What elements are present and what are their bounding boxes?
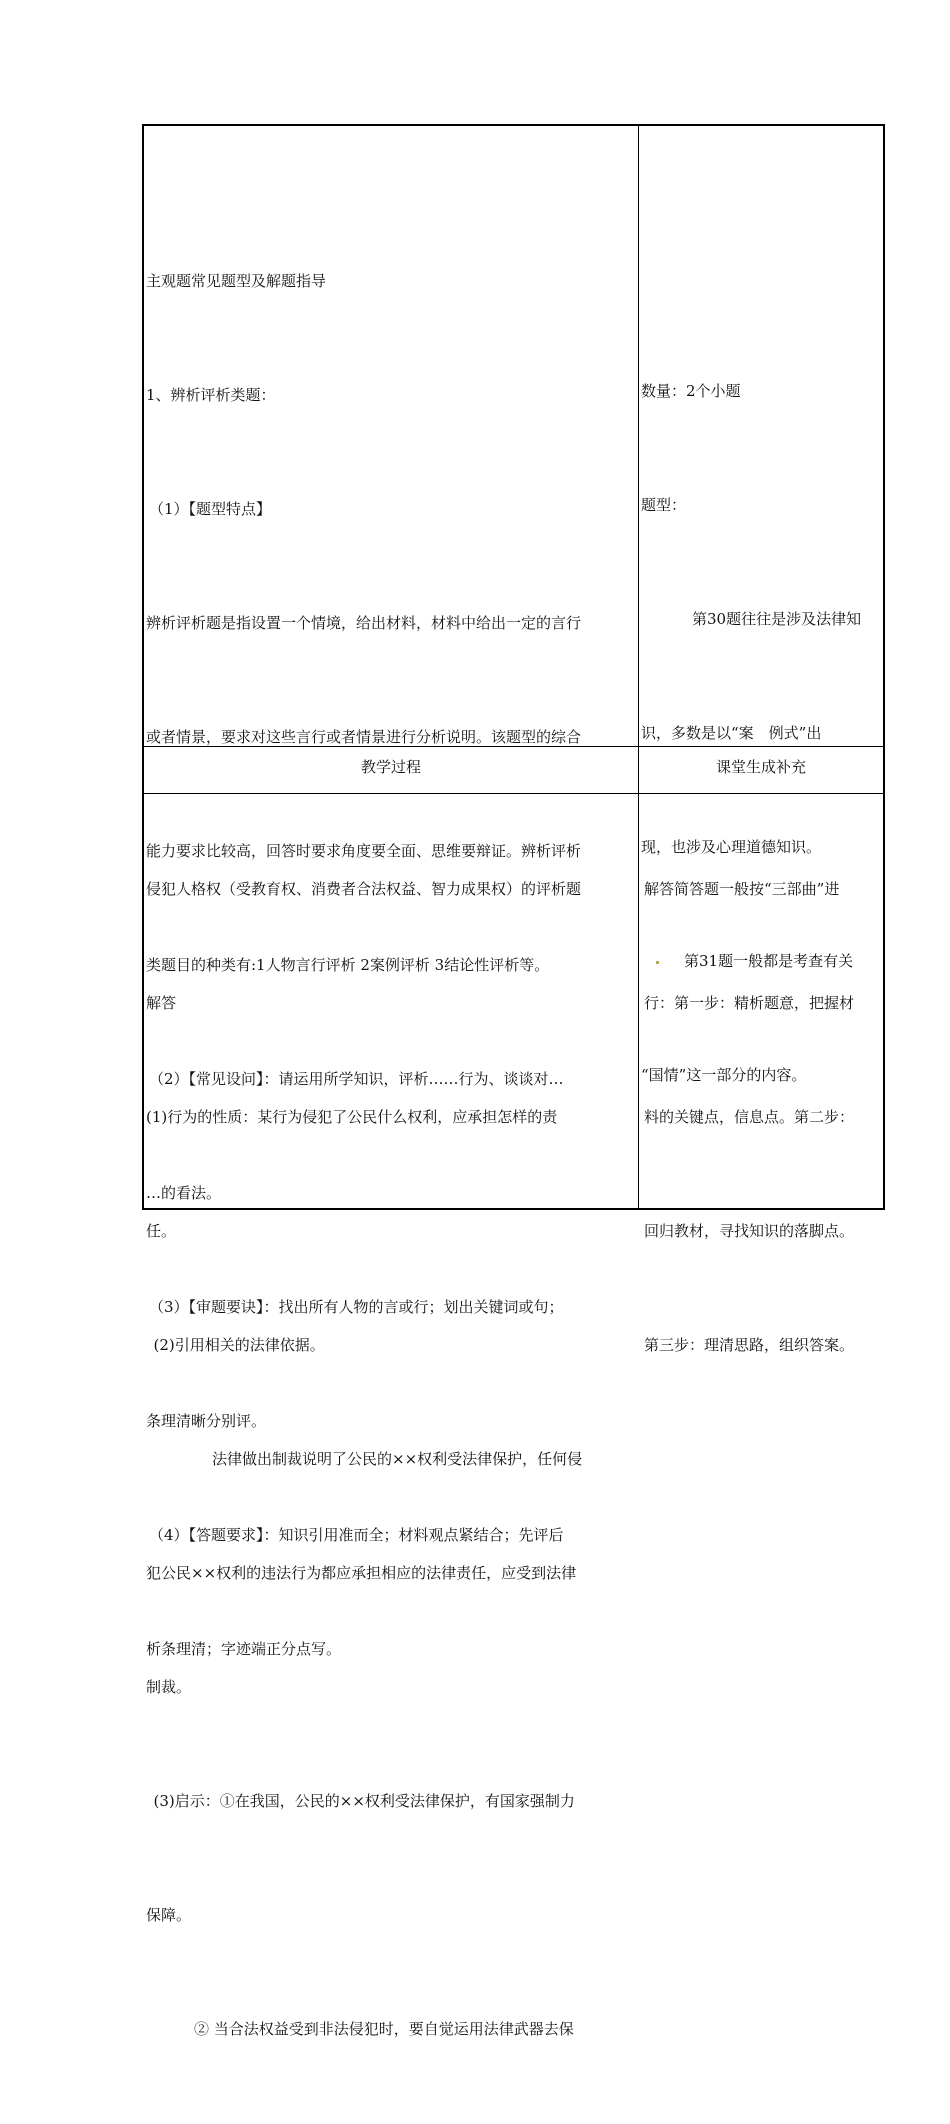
process-line: 保障。 xyxy=(146,1906,192,1924)
guide-line: 1、辨析评析类题： xyxy=(146,386,276,404)
guide-line: 类题目的种类有:1人物言行评析 2案例评析 3结论性评析等。 xyxy=(146,956,550,974)
process-line: (1)行为的性质：某行为侵犯了公民什么权利，应承担怎样的责 xyxy=(146,1108,558,1126)
note-line: 识，多数是以“案 例式”出 xyxy=(641,724,822,742)
guide-line: 能力要求比较高，回答时要求角度要全面、思维要辩证。辨析评析 xyxy=(146,842,582,860)
process-line: 法律做出制裁说明了公民的××权利受法律保护，任何侵 xyxy=(212,1450,583,1468)
teaching-process-header xyxy=(144,747,638,793)
guide-line: 辨析评析题是指设置一个情境，给出材料，材料中给出一定的言行 xyxy=(146,614,582,632)
process-line: 任。 xyxy=(146,1222,177,1240)
supplement-line: 行：第一步：精析题意，把握材 xyxy=(644,994,855,1012)
note-line: 现，也涉及心理道德知识。 xyxy=(641,838,822,856)
guide-title: 主观题常见题型及解题指导 xyxy=(146,272,327,290)
class-supplement-header-label: 课堂生成补充 xyxy=(715,758,806,776)
guide-line: （4）【答题要求】：知识引用准而全；材料观点紧结合；先评后 xyxy=(149,1526,564,1544)
guide-line: 条理清晰分别评。 xyxy=(146,1412,267,1430)
supplement-line: 第三步：理清思路，组织答案。 xyxy=(644,1336,855,1354)
process-line: (2)引用相关的法律依据。 xyxy=(153,1336,325,1354)
teaching-process-header-label: 教学过程 xyxy=(360,758,421,776)
supplement-line: 料的关键点，信息点。第二步： xyxy=(644,1108,855,1126)
note-line: “国情”这一部分的内容。 xyxy=(641,1066,807,1084)
process-line: 犯公民××权利的违法行为都应承担相应的法律责任，应受到法律 xyxy=(146,1564,577,1582)
process-line: ② 当合法权益受到非法侵犯时，要自觉运用法律武器去保 xyxy=(194,2020,574,2038)
class-supplement-header xyxy=(639,747,883,793)
process-line: 解答 xyxy=(146,994,177,1012)
note-line: 题型： xyxy=(641,496,687,514)
guide-line: （3）【审题要诀】：找出所有人物的言或行；划出关键词或句； xyxy=(149,1298,564,1316)
guide-line: …的看法。 xyxy=(146,1184,222,1202)
guide-line: 或者情景，要求对这些言行或者情景进行分析说明。该题型的综合 xyxy=(146,728,582,746)
guide-line: （1）【题型特点】 xyxy=(149,500,272,518)
note-line: 第31题一般都是考查有关 xyxy=(684,952,854,970)
column-divider xyxy=(638,126,639,1208)
process-line: 制裁。 xyxy=(146,1678,192,1696)
process-line: 侵犯人格权（受教育权、消费者合法权益、智力成果权）的评析题 xyxy=(146,880,582,898)
note-line: 第30题往往是涉及法律知 xyxy=(692,610,862,628)
process-line: (3)启示：①在我国，公民的××权利受法律保护，有国家强制力 xyxy=(153,1792,575,1810)
class-supplement-cell xyxy=(644,794,883,1354)
supplement-line: 回归教材，寻找知识的落脚点。 xyxy=(644,1222,855,1240)
note-line: 数量：2个小题 xyxy=(641,382,741,400)
lesson-table xyxy=(142,124,885,2038)
supplement-line: 解答简答题一般按“三部曲”进 xyxy=(644,880,840,898)
guide-line: 析条理清；字迹端正分点写。 xyxy=(146,1640,342,1658)
guide-line: （2）【常见设问】：请运用所学知识，评析……行为、谈谈对… xyxy=(149,1070,564,1088)
